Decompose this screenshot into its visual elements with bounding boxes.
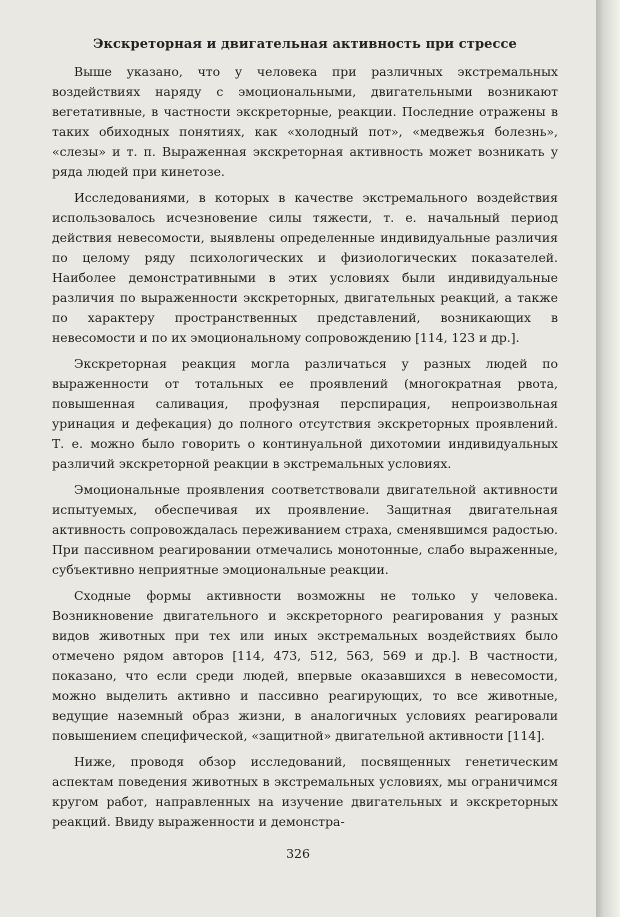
page-number: 326 xyxy=(286,846,310,861)
section-heading: Экскреторная и двигательная активность при стрессе xyxy=(93,37,517,52)
paragraph-5: Сходные формы активности возможны не только у человека. Возникновение двигательного и экскреторного реагирования у разных видов животных при тех или иных экстремальных воздействиях было отмечено рядом авторов [114, 473, 512, 563, 569 и др.]. В частности, показано, что если среди людей, впервые оказавшихся в невесомости, можно выделить активно и пассивно реагирующих, то все животные, ведущие наземный образ жизни, в аналогичных условиях реагировали повышением специфической, «защитной» двигательной активности [114]. xyxy=(52,588,558,743)
paragraph-6: Ниже, проводя обзор исследований, посвященных генетическим аспектам поведения животных в экстремальных условиях, мы ограничимся кругом работ, направленных на изучение двигательных и экскреторных реакций. Ввиду выраженности и демонстра- xyxy=(52,754,558,829)
paragraph-4: Эмоциональные проявления соответствовали двигательной активности испытуемых, обеспечивая их проявление. Защитная двигательная активность сопровождалась переживанием страха, сменявшимся радостью. При пассивном реагировании отмечались монотонные, слабо выраженные, субъективно неприятные эмоциональные реакции. xyxy=(52,482,558,577)
page-edge-shadow xyxy=(596,0,620,917)
page-text-block xyxy=(52,36,558,838)
paragraph-2: Исследованиями, в которых в качестве экстремального воздействия использовалось исчезновение силы тяжести, т. е. начальный период действия невесомости, выявлены определенные индивидуальные различия по целому ряду психологических и физиологических показателей. Наиболее демонстративными в этих условиях были индивидуальные различия по выраженности экскреторных, двигательных реакций, а также по характеру пространственных представлений, возникающих в невесомости и по их эмоциональному сопровождению [114, 123 и др.]. xyxy=(52,190,558,345)
paragraph-3: Экскреторная реакция могла различаться у разных людей по выраженности от тотальных ее проявлений (многократная рвота, повышенная саливация, профузная перспирация, непроизвольная уринация и дефекация) до полного отсутствия экскреторных проявлений. Т. е. можно было говорить о континуальной дихотомии индивидуальных различий экскреторной реакции в экстремальных условиях. xyxy=(52,356,558,471)
paragraph-1: Выше указано, что у человека при различных экстремальных воздействиях наряду с эмоциональными, двигательными возникают вегетативные, в частности экскреторные, реакции. Последние отражены в таких обиходных понятиях, как «холодный пот», «медвежья болезнь», «слезы» и т. п. Выраженная экскреторная активность может возникать у ряда людей при кинетозе. xyxy=(52,64,558,179)
